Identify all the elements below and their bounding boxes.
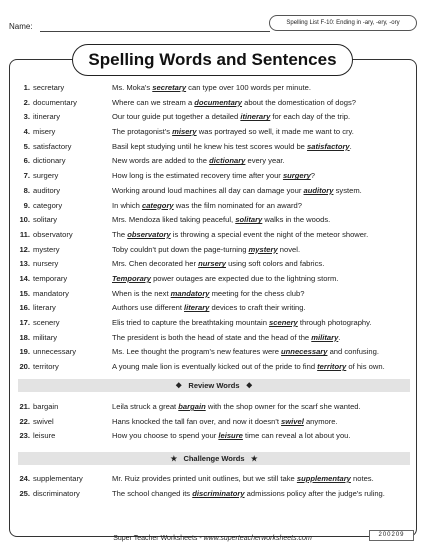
- diamond-icon: ❖: [245, 381, 253, 390]
- spelling-word: discriminatory: [33, 488, 80, 498]
- sentence-keyword: Temporary: [112, 273, 151, 283]
- sentence-keyword: secretary: [152, 83, 187, 92]
- name-line: [40, 31, 270, 32]
- sentence-start: New words are added to the: [112, 156, 210, 166]
- sentence-end: power outages are expected due to the lightning storm.: [150, 273, 339, 283]
- sentence-end: time can reveal a lot about you.: [242, 431, 351, 441]
- sentence-keyword: solitary: [235, 215, 263, 225]
- sentence-start: Working around loud machines all day can damage your: [112, 185, 304, 195]
- word-number: 17.: [19, 318, 30, 327]
- word-row: [18, 274, 413, 284]
- example-sentence: [112, 333, 412, 343]
- sentence-end: admissions policy after the judge's ruling.: [244, 488, 385, 498]
- example-sentence: [112, 259, 412, 269]
- spelling-word: mystery: [33, 244, 60, 254]
- review-words-header: [18, 379, 410, 392]
- sentence-start: Hans knocked the tall fan over, and now it doesn't: [112, 416, 282, 426]
- example-sentence: [112, 274, 412, 284]
- word-number: 10.: [19, 215, 30, 225]
- sentence-start: Where can we stream a: [112, 97, 195, 107]
- challenge-heading: Challenge Words: [183, 454, 245, 463]
- spelling-word: literary: [33, 303, 56, 313]
- sentence-keyword: military: [311, 332, 339, 342]
- sentence-keyword: nursery: [198, 259, 226, 269]
- spelling-word: leisure: [33, 431, 56, 441]
- sentence-keyword: itinerary: [240, 112, 271, 122]
- word-number: 2.: [23, 97, 30, 107]
- example-sentence: [112, 303, 412, 313]
- word-row: [18, 112, 413, 122]
- sentence-end: .: [349, 141, 352, 151]
- word-number: 9.: [23, 200, 30, 210]
- example-sentence: [112, 431, 412, 441]
- sentence-end: devices to craft their writing.: [209, 303, 306, 313]
- word-row: [18, 156, 413, 166]
- sentence-end: and confusing.: [327, 347, 379, 357]
- example-sentence: [112, 112, 412, 122]
- sentence-start: Our tour guide put together a detailed: [112, 112, 241, 122]
- spelling-word: military: [33, 332, 58, 342]
- word-row: [18, 245, 413, 255]
- sentence-end: with the shop owner for the scarf she wanted.: [205, 402, 361, 411]
- challenge-words-header: [18, 452, 410, 465]
- word-number: 24.: [19, 474, 30, 483]
- example-sentence: [112, 318, 412, 328]
- review-word-list: [18, 402, 413, 446]
- example-sentence: [112, 186, 412, 196]
- spelling-word: observatory: [33, 229, 73, 239]
- challenge-word-list: [18, 474, 413, 503]
- sentence-start: Mr. Ruiz provides printed unit outlines, but we still take: [112, 474, 297, 483]
- spelling-word: territory: [33, 362, 59, 372]
- example-sentence: [112, 201, 412, 211]
- word-number: 12.: [19, 244, 30, 254]
- sentence-keyword: dictionary: [209, 156, 246, 166]
- sentence-end: walks in the woods.: [262, 215, 331, 225]
- sentence-end: anymore.: [303, 416, 338, 426]
- example-sentence: [112, 215, 412, 225]
- sentence-end: was portrayed so well, it made me want to cry.: [196, 127, 354, 137]
- sentence-end: is throwing a special event the night of the meteor shower.: [170, 229, 369, 239]
- spelling-word: misery: [33, 127, 56, 137]
- word-list: [18, 83, 413, 377]
- sentence-start: How you choose to spend your: [112, 431, 219, 441]
- sentence-start: Leila struck a great: [112, 402, 179, 411]
- sentence-keyword: observatory: [127, 229, 171, 239]
- sentence-start: Ms. Lee thought the program's new features were: [112, 347, 282, 357]
- sentence-keyword: misery: [172, 127, 197, 137]
- sentence-end: system.: [333, 185, 362, 195]
- word-number: 23.: [19, 431, 30, 441]
- sentence-end: can type over 100 words per minute.: [186, 83, 312, 92]
- word-number: 3.: [23, 112, 30, 122]
- sentence-start: The school changed its: [112, 488, 193, 498]
- sentence-end: about the domestication of dogs?: [241, 97, 356, 107]
- sentence-keyword: documentary: [194, 97, 242, 107]
- word-row: [18, 259, 413, 269]
- page-title: Spelling Words and Sentences: [72, 44, 353, 76]
- star-icon: ★: [250, 454, 258, 463]
- footer-link[interactable]: www.superteacherworksheets.com: [203, 535, 312, 542]
- sentence-keyword: scenery: [269, 318, 298, 327]
- spelling-word: category: [33, 200, 63, 210]
- review-heading: Review Words: [188, 381, 240, 390]
- diamond-icon: ❖: [175, 381, 183, 390]
- example-sentence: [112, 474, 412, 484]
- sentence-end: of his own.: [346, 362, 385, 372]
- sentence-start: The president is both the head of state and the head of the: [112, 332, 312, 342]
- sentence-start: Basil kept studying until he knew his test scores would be: [112, 141, 308, 151]
- sentence-start: Mrs. Chen decorated her: [112, 259, 199, 269]
- sentence-end: .: [338, 332, 341, 342]
- example-sentence: [112, 156, 412, 166]
- word-number: 16.: [19, 303, 30, 313]
- footer-text: Super Teacher Worksheets -: [113, 535, 204, 542]
- spelling-word: mandatory: [33, 288, 69, 298]
- word-number: 5.: [23, 141, 30, 151]
- word-row: [18, 402, 413, 412]
- spelling-word: documentary: [33, 97, 77, 107]
- spelling-word: surgery: [33, 171, 59, 181]
- sentence-start: When is the next: [112, 288, 171, 298]
- word-row: [18, 347, 413, 357]
- sentence-start: A young male lion is eventually kicked out of the pride to find: [112, 362, 318, 372]
- sentence-start: Elis tried to capture the breathtaking mountain: [112, 318, 270, 327]
- example-sentence: [112, 402, 412, 412]
- sentence-start: The: [112, 229, 128, 239]
- sentence-keyword: category: [141, 200, 174, 210]
- word-number: 19.: [19, 347, 30, 357]
- name-label: Name:: [9, 22, 33, 31]
- sentence-start: In which: [112, 200, 142, 210]
- example-sentence: [112, 98, 412, 108]
- spelling-word: supplementary: [33, 474, 83, 483]
- sentence-keyword: swivel: [281, 416, 304, 426]
- word-number: 8.: [23, 185, 30, 195]
- word-number: 21.: [19, 402, 30, 411]
- example-sentence: [112, 171, 412, 181]
- word-number: 20.: [19, 362, 30, 372]
- spelling-word: unnecessary: [33, 347, 77, 357]
- example-sentence: [112, 245, 412, 255]
- spelling-word: swivel: [33, 416, 54, 426]
- word-number: 14.: [19, 273, 30, 283]
- example-sentence: [112, 83, 412, 93]
- sentence-keyword: territory: [317, 362, 347, 372]
- example-sentence: [112, 489, 412, 499]
- sentence-keyword: bargain: [178, 402, 206, 411]
- word-number: 11.: [19, 229, 30, 239]
- spelling-word: temporary: [33, 273, 68, 283]
- sentence-end: ?: [310, 171, 316, 181]
- word-row: [18, 98, 413, 108]
- sentence-end: was the film nominated for an award?: [173, 200, 302, 210]
- example-sentence: [112, 142, 412, 152]
- word-row: [18, 230, 413, 240]
- footer: [0, 535, 425, 542]
- sentence-start: Ms. Moka's: [112, 83, 153, 92]
- word-row: [18, 431, 413, 441]
- word-row: [18, 186, 413, 196]
- sentence-keyword: discriminatory: [192, 488, 245, 498]
- sentence-keyword: literary: [184, 303, 210, 313]
- word-row: [18, 333, 413, 343]
- spelling-word: dictionary: [33, 156, 66, 166]
- example-sentence: [112, 230, 412, 240]
- sentence-keyword: supplementary: [296, 474, 351, 483]
- example-sentence: [112, 417, 412, 427]
- sentence-end: using soft colors and fabrics.: [225, 259, 325, 269]
- word-row: [18, 303, 413, 313]
- sentence-end: through photography.: [297, 318, 372, 327]
- spelling-word: secretary: [33, 83, 65, 92]
- word-row: [18, 201, 413, 211]
- sentence-start: Mrs. Mendoza liked taking peaceful,: [112, 215, 236, 225]
- spelling-word: nursery: [33, 259, 59, 269]
- word-number: 13.: [19, 259, 30, 269]
- word-row: [18, 142, 413, 152]
- sentence-keyword: satisfactory: [307, 141, 350, 151]
- sentence-start: Authors use different: [112, 303, 185, 313]
- sentence-start: How long is the estimated recovery time after your: [112, 171, 283, 181]
- word-row: [18, 489, 413, 499]
- word-number: 1.: [23, 83, 30, 92]
- spelling-list-badge: Spelling List F-10: Ending in -ary, -ery, -ory: [269, 15, 417, 31]
- sentence-start: Toby couldn't put down the page-turning: [112, 244, 249, 254]
- example-sentence: [112, 362, 412, 372]
- word-number: 7.: [23, 171, 30, 181]
- word-row: [18, 474, 413, 484]
- sentence-end: novel.: [277, 244, 301, 254]
- example-sentence: [112, 127, 412, 137]
- word-row: [18, 171, 413, 181]
- spelling-word: scenery: [33, 318, 60, 327]
- sentence-end: for each day of the trip.: [270, 112, 351, 122]
- sentence-start: The protagonist's: [112, 127, 173, 137]
- word-row: [18, 289, 413, 299]
- word-row: [18, 318, 413, 328]
- sentence-keyword: mystery: [248, 244, 278, 254]
- sentence-end: every year.: [245, 156, 285, 166]
- word-row: [18, 362, 413, 372]
- spelling-word: itinerary: [33, 112, 61, 122]
- sentence-end: notes.: [350, 474, 374, 483]
- example-sentence: [112, 347, 412, 357]
- word-number: 22.: [19, 416, 30, 426]
- sentence-keyword: auditory: [303, 185, 334, 195]
- sentence-keyword: unnecessary: [281, 347, 328, 357]
- spelling-word: auditory: [33, 185, 61, 195]
- sentence-end: meeting for the chess club?: [209, 288, 305, 298]
- word-number: 18.: [19, 332, 30, 342]
- word-number: 6.: [23, 156, 30, 166]
- word-row: [18, 127, 413, 137]
- sentence-keyword: surgery: [282, 171, 311, 181]
- star-icon: ★: [170, 454, 178, 463]
- worksheet-code: 200209: [369, 530, 414, 541]
- spelling-word: solitary: [33, 215, 58, 225]
- sentence-keyword: leisure: [218, 431, 243, 441]
- word-number: 25.: [19, 488, 30, 498]
- spelling-word: bargain: [33, 402, 59, 411]
- spelling-word: satisfactory: [33, 141, 72, 151]
- sentence-keyword: mandatory: [170, 288, 210, 298]
- word-row: [18, 417, 413, 427]
- word-number: 15.: [19, 288, 30, 298]
- example-sentence: [112, 289, 412, 299]
- word-row: [18, 215, 413, 225]
- word-row: [18, 83, 413, 93]
- word-number: 4.: [23, 127, 30, 137]
